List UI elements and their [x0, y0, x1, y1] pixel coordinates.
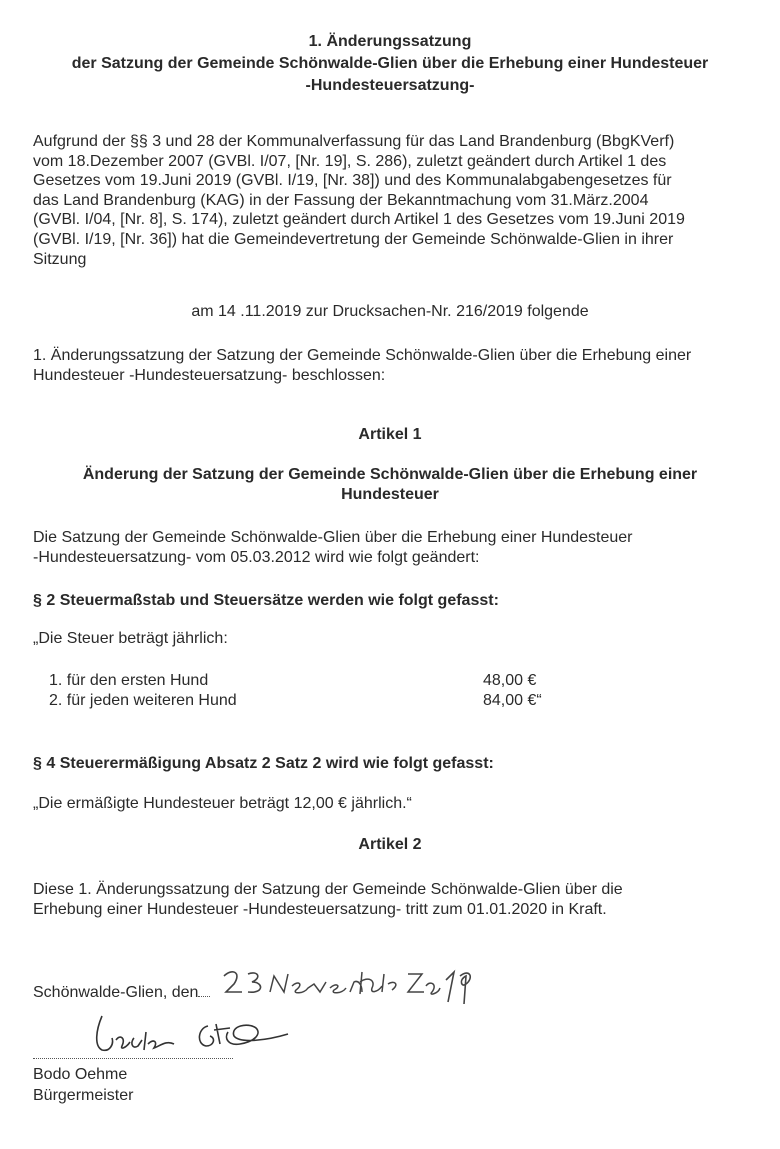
rate-amount-additional-dog: 84,00 €“ — [483, 692, 542, 709]
signature-stroke — [199, 1024, 288, 1046]
preamble-line: (GVBl. I/04, [Nr. 8], S. 174), zuletzt geändert durch Artikel 1 des Gesetzes vom 19.Juni 2019 — [33, 211, 685, 229]
signature-stroke — [97, 1016, 174, 1050]
article2-text — [33, 880, 753, 919]
handwritten-date-stroke — [270, 974, 362, 993]
intro-line: -Hundesteuersatzung- vom 05.03.2012 wird wie folgt geändert: — [33, 548, 480, 566]
handwritten-date-stroke — [224, 972, 242, 992]
section2-intro: „Die Steuer beträgt jährlich: — [33, 630, 228, 647]
preamble-line: Sitzung — [33, 250, 87, 268]
handwritten-date-stroke — [408, 974, 440, 994]
handwritten-date-stroke — [248, 973, 261, 992]
document-subtitle-short: -Hundesteuersatzung- — [305, 77, 475, 94]
article1-title: Artikel 1 — [358, 426, 422, 443]
preamble-line: Gesetzes vom 19.Juni 2019 (GVBl. I/19, [Nr. 38]) und des Kommunalabgabengesetzes für — [33, 172, 672, 190]
resolution-paragraph — [33, 346, 753, 385]
signer-role: Bürgermeister — [33, 1087, 134, 1104]
signer-name: Bodo Oehme — [33, 1066, 128, 1083]
section4-heading: § 4 Steuerermäßigung Absatz 2 Satz 2 wird wie folgt gefasst: — [33, 755, 494, 772]
rate-label-additional-dog: 2. für jeden weiteren Hund — [49, 692, 237, 709]
section4-text: „Die ermäßigte Hundesteuer beträgt 12,00 € jährlich.“ — [33, 795, 412, 812]
preamble-line: vom 18.Dezember 2007 (GVBl. I/07, [Nr. 19], S. 286), zuletzt geändert durch Artikel 1 des — [33, 152, 667, 170]
rate-amount-first-dog: 48,00 € — [483, 672, 537, 689]
document-subtitle: der Satzung der Gemeinde Schönwalde-Glien über die Erhebung einer Hundesteuer — [71, 55, 709, 72]
preamble-paragraph — [33, 132, 753, 269]
handwritten-date-stroke — [446, 972, 470, 1004]
preamble-line: (GVBl. I/19, [Nr. 36]) hat die Gemeindevertretung der Gemeinde Schönwalde-Glien in ihrer — [33, 230, 674, 248]
date-dotted-line — [198, 996, 210, 997]
place-prefix: Schönwalde-Glien, den — [33, 984, 199, 1001]
signature — [90, 1010, 300, 1060]
article2-line: Erhebung einer Hundesteuer -Hundesteuersatzung- tritt zum 01.01.2020 in Kraft. — [33, 900, 607, 918]
section2-heading: § 2 Steuermaßstab und Steuersätze werden wie folgt gefasst: — [33, 592, 499, 609]
handwritten-date-stroke — [360, 972, 396, 994]
rate-label-first-dog: 1. für den ersten Hund — [49, 672, 209, 689]
resolution-line: Hundesteuer -Hundesteuersatzung- beschlossen: — [33, 366, 386, 384]
article1-heading-line2: Hundesteuer — [341, 486, 439, 503]
handwritten-date — [212, 962, 482, 1007]
signature-dotted-line — [33, 1058, 233, 1059]
document-title: 1. Änderungssatzung — [308, 33, 472, 50]
article1-heading-line1: Änderung der Satzung der Gemeinde Schönwalde-Glien über die Erhebung einer — [82, 466, 698, 483]
article1-intro — [33, 528, 753, 567]
resolution-line: 1. Änderungssatzung der Satzung der Gemeinde Schönwalde-Glien über die Erhebung einer — [33, 347, 692, 364]
article2-line: Diese 1. Änderungssatzung der Satzung der Gemeinde Schönwalde-Glien über die — [33, 881, 623, 898]
session-line: am 14 .11.2019 zur Drucksachen-Nr. 216/2019 folgende — [191, 303, 589, 320]
preamble-line: Aufgrund der §§ 3 und 28 der Kommunalverfassung für das Land Brandenburg (BbgKVerf) — [33, 133, 675, 150]
preamble-line: das Land Brandenburg (KAG) in der Fassung der Bekanntmachung vom 31.März.2004 — [33, 191, 649, 209]
intro-line: Die Satzung der Gemeinde Schönwalde-Glien über die Erhebung einer Hundesteuer — [33, 529, 633, 546]
article2-title: Artikel 2 — [358, 836, 422, 853]
place-date-line — [33, 984, 210, 1002]
